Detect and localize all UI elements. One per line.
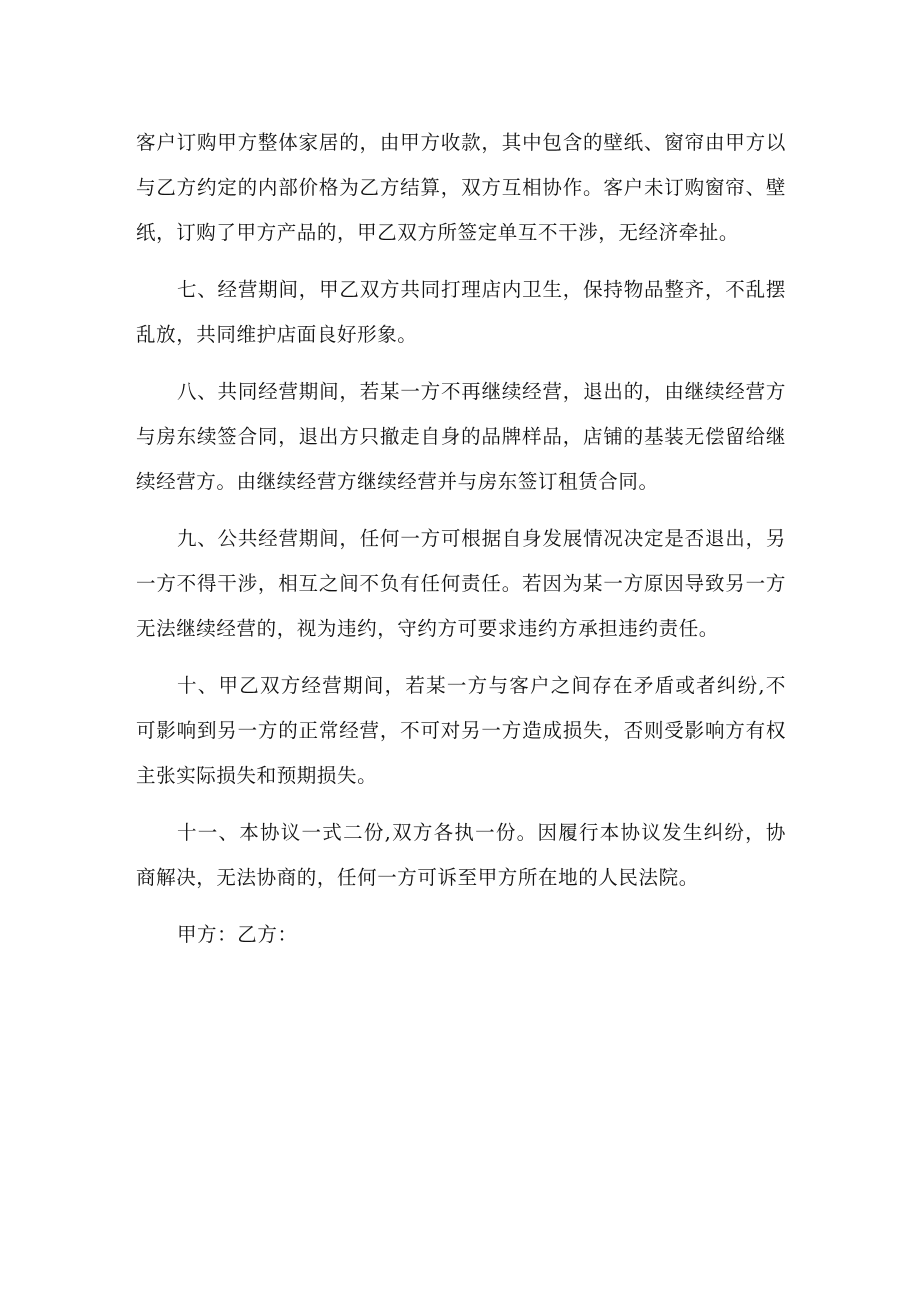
clause-10: 十、甲乙双方经营期间，若某一方与客户之间存在矛盾或者纠纷,不可影响到另一方的正常经营，不可对另一方造成损失，否则受影响方有权主张实际损失和预期损失。 bbox=[136, 674, 786, 787]
clause-8: 八、共同经营期间，若某一方不再继续经营，退出的，由继续经营方与房东续签合同，退出方只撤走自身的品牌样品，店铺的基装无偿留给继续经营方。由继续经营方继续经营并与房东签订租赁合同。 bbox=[136, 380, 786, 493]
signature-line: 甲方：乙方： bbox=[176, 923, 298, 946]
paragraph-continuation: 客户订购甲方整体家居的，由甲方收款，其中包含的壁纸、窗帘由甲方以与乙方约定的内部价格为乙方结算，双方互相协作。客户未订购窗帘、壁纸，订购了甲方产品的，甲乙双方所签定单互不干涉，无经济牵扯。 bbox=[136, 131, 786, 244]
clause-11: 十一、本协议一式二份,双方各执一份。因履行本协议发生纠纷，协商解决，无法协商的，任何一方可诉至甲方所在地的人民法院。 bbox=[136, 821, 786, 889]
clause-9: 九、公共经营期间，任何一方可根据自身发展情况决定是否退出，另一方不得干涉，相互之间不负有任何责任。若因为某一方原因导致另一方无法继续经营的，视为违约，守约方可要求违约方承担违约责任。 bbox=[136, 527, 786, 640]
document-body bbox=[136, 120, 786, 957]
clause-7: 七、经营期间，甲乙双方共同打理店内卫生，保持物品整齐，不乱摆乱放，共同维护店面良好形象。 bbox=[136, 278, 786, 346]
